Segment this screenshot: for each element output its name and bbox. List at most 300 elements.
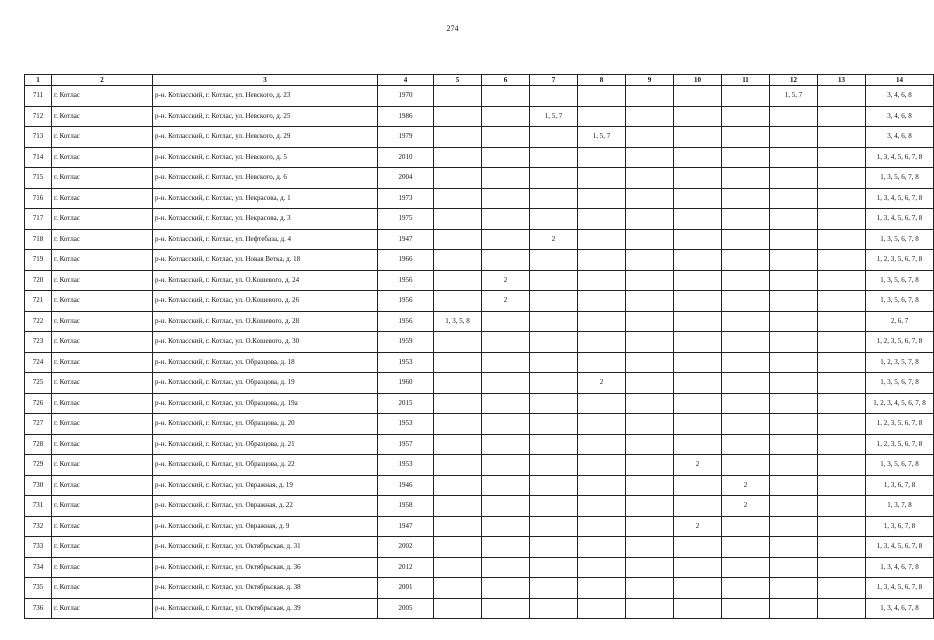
table-cell-col-6 [482, 250, 530, 271]
table-cell-col-2: г. Котлас [52, 578, 153, 599]
table-cell-col-6: 2 [482, 291, 530, 312]
table-cell-col-2: г. Котлас [52, 332, 153, 353]
column-header-10: 10 [674, 75, 722, 86]
table-cell-col-10 [674, 188, 722, 209]
table-cell-col-7 [530, 434, 578, 455]
table-cell-col-9 [626, 250, 674, 271]
table-cell-col-10 [674, 598, 722, 619]
table-cell-col-12 [770, 496, 818, 517]
table-cell-col-14: 1, 2, 3, 4, 5, 6, 7, 8 [866, 393, 934, 414]
table-row [25, 455, 934, 476]
table-cell-col-12 [770, 291, 818, 312]
table-row [25, 475, 934, 496]
table-cell-col-6 [482, 373, 530, 394]
table-cell-col-1: 736 [25, 598, 52, 619]
table-cell-col-2: г. Котлас [52, 291, 153, 312]
table-cell-col-12 [770, 393, 818, 414]
table-cell-col-14: 1, 2, 3, 5, 6, 7, 8 [866, 250, 934, 271]
table-row [25, 311, 934, 332]
table-cell-col-5 [434, 250, 482, 271]
table-cell-col-5 [434, 537, 482, 558]
table-cell-col-1: 731 [25, 496, 52, 517]
table-cell-col-1: 713 [25, 127, 52, 148]
table-cell-col-3: р-н. Котласский, г. Котлас, ул. Невского, д. 25 [153, 106, 378, 127]
table-cell-col-12 [770, 434, 818, 455]
table-cell-col-2: г. Котлас [52, 86, 153, 107]
column-header-2: 2 [52, 75, 153, 86]
table-cell-col-8 [578, 332, 626, 353]
table-cell-col-5 [434, 127, 482, 148]
table-cell-col-13 [818, 578, 866, 599]
table-cell-col-10 [674, 557, 722, 578]
table-cell-col-9 [626, 373, 674, 394]
column-header-7: 7 [530, 75, 578, 86]
table-cell-col-12 [770, 229, 818, 250]
table-cell-col-12 [770, 270, 818, 291]
table-cell-col-12 [770, 106, 818, 127]
table-cell-col-6: 2 [482, 270, 530, 291]
table-cell-col-8 [578, 311, 626, 332]
table-cell-col-11 [722, 332, 770, 353]
table-cell-col-1: 730 [25, 475, 52, 496]
table-cell-col-7 [530, 496, 578, 517]
table-cell-col-11 [722, 311, 770, 332]
table-row [25, 229, 934, 250]
table-cell-col-11 [722, 455, 770, 476]
table-cell-col-11 [722, 598, 770, 619]
table-cell-col-12 [770, 557, 818, 578]
table-cell-col-6 [482, 578, 530, 599]
table-cell-col-1: 732 [25, 516, 52, 537]
table-cell-col-1: 725 [25, 373, 52, 394]
table-cell-col-12 [770, 209, 818, 230]
table-cell-col-14: 3, 4, 6, 8 [866, 106, 934, 127]
table-cell-col-6 [482, 455, 530, 476]
table-cell-col-10 [674, 496, 722, 517]
table-cell-col-7 [530, 188, 578, 209]
table-cell-col-14: 1, 3, 4, 5, 6, 7, 8 [866, 537, 934, 558]
table-cell-col-13 [818, 332, 866, 353]
table-cell-col-9 [626, 496, 674, 517]
table-cell-col-8 [578, 598, 626, 619]
table-cell-col-7 [530, 475, 578, 496]
table-cell-col-6 [482, 414, 530, 435]
table-cell-col-1: 715 [25, 168, 52, 189]
table-cell-col-1: 733 [25, 537, 52, 558]
table-row [25, 496, 934, 517]
table-cell-col-6 [482, 209, 530, 230]
table-cell-col-1: 726 [25, 393, 52, 414]
table-cell-col-8 [578, 250, 626, 271]
table-cell-col-3: р-н. Котласский, г. Котлас, ул. Нефтебаза, д. 4 [153, 229, 378, 250]
table-cell-col-5 [434, 516, 482, 537]
table-row [25, 352, 934, 373]
table-cell-col-2: г. Котлас [52, 557, 153, 578]
table-row [25, 147, 934, 168]
table-cell-col-7 [530, 332, 578, 353]
table-cell-col-6 [482, 393, 530, 414]
table-cell-col-10 [674, 86, 722, 107]
table-cell-col-9 [626, 414, 674, 435]
table-cell-col-10 [674, 270, 722, 291]
table-cell-col-4: 1960 [378, 373, 434, 394]
table-cell-col-2: г. Котлас [52, 455, 153, 476]
table-cell-col-1: 724 [25, 352, 52, 373]
table-cell-col-3: р-н. Котласский, г. Котлас, ул. Образцова, д. 19 [153, 373, 378, 394]
table-cell-col-9 [626, 393, 674, 414]
table-cell-col-1: 734 [25, 557, 52, 578]
table-cell-col-1: 714 [25, 147, 52, 168]
table-cell-col-4: 1956 [378, 270, 434, 291]
table-cell-col-4: 1956 [378, 311, 434, 332]
table-row [25, 537, 934, 558]
table-cell-col-12 [770, 311, 818, 332]
table-cell-col-13 [818, 455, 866, 476]
table-cell-col-2: г. Котлас [52, 229, 153, 250]
table-cell-col-13 [818, 127, 866, 148]
table-cell-col-4: 1956 [378, 291, 434, 312]
table-cell-col-13 [818, 414, 866, 435]
table-cell-col-7 [530, 209, 578, 230]
table-cell-col-3: р-н. Котласский, г. Котлас, ул. Невского, д. 5 [153, 147, 378, 168]
table-cell-col-10 [674, 147, 722, 168]
table-row [25, 270, 934, 291]
table-cell-col-13 [818, 475, 866, 496]
table-cell-col-12 [770, 455, 818, 476]
table-cell-col-5 [434, 434, 482, 455]
table-cell-col-4: 1966 [378, 250, 434, 271]
table-cell-col-11 [722, 557, 770, 578]
table-cell-col-5 [434, 209, 482, 230]
table-cell-col-7 [530, 414, 578, 435]
table-cell-col-3: р-н. Котласский, г. Котлас, ул. О.Кошевого, д. 30 [153, 332, 378, 353]
table-cell-col-4: 2002 [378, 537, 434, 558]
table-cell-col-14: 1, 3, 4, 6, 7, 8 [866, 557, 934, 578]
table-cell-col-8 [578, 147, 626, 168]
table-cell-col-2: г. Котлас [52, 537, 153, 558]
table-cell-col-13 [818, 147, 866, 168]
table-cell-col-14: 1, 2, 3, 5, 6, 7, 8 [866, 434, 934, 455]
table-cell-col-3: р-н. Котласский, г. Котлас, ул. Октябрьская, д. 39 [153, 598, 378, 619]
column-header-1: 1 [25, 75, 52, 86]
table-row [25, 516, 934, 537]
table-cell-col-2: г. Котлас [52, 188, 153, 209]
table-cell-col-6 [482, 598, 530, 619]
table-row [25, 291, 934, 312]
table-cell-col-10 [674, 106, 722, 127]
table-cell-col-7 [530, 598, 578, 619]
table-cell-col-3: р-н. Котласский, г. Котлас, ул. Образцова, д. 21 [153, 434, 378, 455]
table-cell-col-8: 1, 5, 7 [578, 127, 626, 148]
table-cell-col-13 [818, 516, 866, 537]
table-cell-col-14: 1, 3, 7, 8 [866, 496, 934, 517]
table-cell-col-4: 1958 [378, 496, 434, 517]
table-cell-col-12 [770, 475, 818, 496]
table-cell-col-6 [482, 434, 530, 455]
table-cell-col-9 [626, 332, 674, 353]
table-cell-col-3: р-н. Котласский, г. Котлас, ул. О.Кошевого, д. 24 [153, 270, 378, 291]
table-cell-col-6 [482, 127, 530, 148]
table-cell-col-10 [674, 578, 722, 599]
table-cell-col-7 [530, 147, 578, 168]
table-cell-col-13 [818, 250, 866, 271]
table-cell-col-10 [674, 537, 722, 558]
column-header-8: 8 [578, 75, 626, 86]
table-cell-col-5 [434, 557, 482, 578]
table-cell-col-10 [674, 352, 722, 373]
table-cell-col-6 [482, 311, 530, 332]
table-cell-col-5 [434, 352, 482, 373]
table-cell-col-10 [674, 168, 722, 189]
table-cell-col-12 [770, 332, 818, 353]
table-cell-col-14: 1, 3, 5, 6, 7, 8 [866, 168, 934, 189]
table-cell-col-14: 1, 3, 4, 6, 7, 8 [866, 598, 934, 619]
table-cell-col-5: 1, 3, 5, 8 [434, 311, 482, 332]
table-cell-col-9 [626, 229, 674, 250]
table-row [25, 598, 934, 619]
table-cell-col-3: р-н. Котласский, г. Котлас, ул. Невского, д. 23 [153, 86, 378, 107]
table-cell-col-10 [674, 393, 722, 414]
table-cell-col-6 [482, 147, 530, 168]
table-cell-col-2: г. Котлас [52, 106, 153, 127]
table-cell-col-8 [578, 455, 626, 476]
table-cell-col-9 [626, 168, 674, 189]
table-cell-col-6 [482, 496, 530, 517]
table-cell-col-2: г. Котлас [52, 434, 153, 455]
table-cell-col-4: 1947 [378, 229, 434, 250]
table-cell-col-12 [770, 598, 818, 619]
table-cell-col-4: 1953 [378, 414, 434, 435]
table-cell-col-12 [770, 127, 818, 148]
table-cell-col-10 [674, 332, 722, 353]
table-cell-col-5 [434, 393, 482, 414]
table-cell-col-2: г. Котлас [52, 311, 153, 332]
table-cell-col-10 [674, 209, 722, 230]
table-cell-col-12 [770, 188, 818, 209]
table-cell-col-7 [530, 455, 578, 476]
table-cell-col-13 [818, 229, 866, 250]
table-cell-col-6 [482, 188, 530, 209]
table-cell-col-4: 2010 [378, 147, 434, 168]
registry-table [24, 74, 934, 619]
table-cell-col-11 [722, 291, 770, 312]
column-header-4: 4 [378, 75, 434, 86]
table-cell-col-11 [722, 270, 770, 291]
table-cell-col-5 [434, 598, 482, 619]
table-cell-col-11 [722, 229, 770, 250]
table-cell-col-14: 1, 3, 6, 7, 8 [866, 516, 934, 537]
table-cell-col-13 [818, 188, 866, 209]
table-cell-col-13 [818, 373, 866, 394]
table-cell-col-3: р-н. Котласский, г. Котлас, ул. Новая Ветка, д. 18 [153, 250, 378, 271]
table-cell-col-5 [434, 475, 482, 496]
table-cell-col-5 [434, 455, 482, 476]
table-cell-col-12: 1, 5, 7 [770, 86, 818, 107]
table-cell-col-7 [530, 557, 578, 578]
table-cell-col-14: 1, 3, 4, 5, 6, 7, 8 [866, 147, 934, 168]
table-cell-col-8 [578, 496, 626, 517]
table-cell-col-4: 2001 [378, 578, 434, 599]
table-cell-col-4: 1979 [378, 127, 434, 148]
table-cell-col-1: 721 [25, 291, 52, 312]
column-header-6: 6 [482, 75, 530, 86]
table-cell-col-14: 1, 3, 5, 6, 7, 8 [866, 229, 934, 250]
table-row [25, 86, 934, 107]
table-cell-col-5 [434, 496, 482, 517]
table-cell-col-9 [626, 127, 674, 148]
table-cell-col-9 [626, 291, 674, 312]
table-cell-col-1: 727 [25, 414, 52, 435]
table-cell-col-8: 2 [578, 373, 626, 394]
table-cell-col-4: 2005 [378, 598, 434, 619]
table-cell-col-14: 1, 3, 6, 7, 8 [866, 475, 934, 496]
table-cell-col-13 [818, 557, 866, 578]
table-cell-col-9 [626, 537, 674, 558]
table-cell-col-7: 1, 5, 7 [530, 106, 578, 127]
table-cell-col-3: р-н. Котласский, г. Котлас, ул. О.Кошевого, д. 26 [153, 291, 378, 312]
table-cell-col-1: 718 [25, 229, 52, 250]
table-cell-col-10: 2 [674, 516, 722, 537]
table-cell-col-9 [626, 209, 674, 230]
table-cell-col-11 [722, 86, 770, 107]
table-cell-col-9 [626, 516, 674, 537]
table-row [25, 373, 934, 394]
table-cell-col-13 [818, 537, 866, 558]
table-cell-col-13 [818, 496, 866, 517]
table-cell-col-13 [818, 598, 866, 619]
table-cell-col-2: г. Котлас [52, 127, 153, 148]
table-cell-col-10 [674, 229, 722, 250]
table-row [25, 557, 934, 578]
table-cell-col-8 [578, 434, 626, 455]
table-cell-col-1: 716 [25, 188, 52, 209]
table-cell-col-5 [434, 106, 482, 127]
table-cell-col-11 [722, 209, 770, 230]
table-row [25, 188, 934, 209]
table-cell-col-9 [626, 106, 674, 127]
table-cell-col-7 [530, 270, 578, 291]
table-cell-col-14: 1, 3, 5, 6, 7, 8 [866, 455, 934, 476]
table-cell-col-2: г. Котлас [52, 475, 153, 496]
table-cell-col-10 [674, 127, 722, 148]
table-cell-col-12 [770, 250, 818, 271]
table-cell-col-3: р-н. Котласский, г. Котлас, ул. Образцова, д. 20 [153, 414, 378, 435]
table-cell-col-9 [626, 578, 674, 599]
table-cell-col-3: р-н. Котласский, г. Котлас, ул. Невского, д. 6 [153, 168, 378, 189]
table-cell-col-8 [578, 516, 626, 537]
table-cell-col-13 [818, 106, 866, 127]
table-cell-col-3: р-н. Котласский, г. Котлас, ул. Некрасова, д. 1 [153, 188, 378, 209]
table-cell-col-4: 1975 [378, 209, 434, 230]
table-cell-col-11 [722, 352, 770, 373]
column-header-12: 12 [770, 75, 818, 86]
table-cell-col-14: 1, 2, 3, 5, 6, 7, 8 [866, 332, 934, 353]
table-cell-col-6 [482, 537, 530, 558]
table-cell-col-9 [626, 434, 674, 455]
header-row [25, 75, 934, 86]
table-cell-col-5 [434, 188, 482, 209]
table-cell-col-11 [722, 147, 770, 168]
table-cell-col-2: г. Котлас [52, 250, 153, 271]
table-cell-col-10: 2 [674, 455, 722, 476]
table-cell-col-8 [578, 270, 626, 291]
table-cell-col-11: 2 [722, 475, 770, 496]
table-cell-col-3: р-н. Котласский, г. Котлас, ул. Образцова, д. 19а [153, 393, 378, 414]
table-cell-col-6 [482, 557, 530, 578]
table-cell-col-11 [722, 127, 770, 148]
table-cell-col-14: 1, 3, 5, 6, 7, 8 [866, 270, 934, 291]
table-cell-col-2: г. Котлас [52, 598, 153, 619]
table-cell-col-4: 1953 [378, 455, 434, 476]
table-row [25, 168, 934, 189]
table-cell-col-9 [626, 455, 674, 476]
table-cell-col-11 [722, 578, 770, 599]
table-cell-col-10 [674, 475, 722, 496]
table-cell-col-9 [626, 598, 674, 619]
table-cell-col-12 [770, 537, 818, 558]
table-cell-col-4: 1947 [378, 516, 434, 537]
table-cell-col-1: 723 [25, 332, 52, 353]
table-cell-col-11 [722, 516, 770, 537]
table-cell-col-5 [434, 168, 482, 189]
table-cell-col-11 [722, 414, 770, 435]
table-cell-col-10 [674, 291, 722, 312]
table-cell-col-13 [818, 270, 866, 291]
table-cell-col-7 [530, 393, 578, 414]
table-cell-col-9 [626, 557, 674, 578]
table-cell-col-12 [770, 373, 818, 394]
table-cell-col-5 [434, 86, 482, 107]
table-cell-col-10 [674, 414, 722, 435]
table-cell-col-12 [770, 414, 818, 435]
table-cell-col-6 [482, 352, 530, 373]
table-row [25, 393, 934, 414]
table-row [25, 106, 934, 127]
table-cell-col-13 [818, 434, 866, 455]
table-cell-col-8 [578, 188, 626, 209]
table-cell-col-8 [578, 578, 626, 599]
table-cell-col-11 [722, 168, 770, 189]
table-cell-col-8 [578, 86, 626, 107]
column-header-3: 3 [153, 75, 378, 86]
table-cell-col-8 [578, 352, 626, 373]
table-cell-col-13 [818, 168, 866, 189]
table-cell-col-2: г. Котлас [52, 393, 153, 414]
table-cell-col-7 [530, 168, 578, 189]
table-cell-col-2: г. Котлас [52, 516, 153, 537]
table-cell-col-4: 2015 [378, 393, 434, 414]
table-cell-col-3: р-н. Котласский, г. Котлас, ул. Невского, д. 29 [153, 127, 378, 148]
table-cell-col-13 [818, 352, 866, 373]
table-cell-col-7 [530, 86, 578, 107]
table-cell-col-8 [578, 106, 626, 127]
table-cell-col-7 [530, 516, 578, 537]
table-cell-col-7 [530, 373, 578, 394]
table-row [25, 332, 934, 353]
table-cell-col-5 [434, 270, 482, 291]
table-cell-col-1: 712 [25, 106, 52, 127]
table-cell-col-7 [530, 352, 578, 373]
table-cell-col-14: 1, 2, 3, 5, 7, 8 [866, 352, 934, 373]
table-cell-col-8 [578, 393, 626, 414]
table-cell-col-11 [722, 373, 770, 394]
table-cell-col-9 [626, 188, 674, 209]
table-cell-col-8 [578, 557, 626, 578]
table-cell-col-8 [578, 229, 626, 250]
table-cell-col-7 [530, 250, 578, 271]
table-cell-col-4: 2012 [378, 557, 434, 578]
table-cell-col-12 [770, 352, 818, 373]
